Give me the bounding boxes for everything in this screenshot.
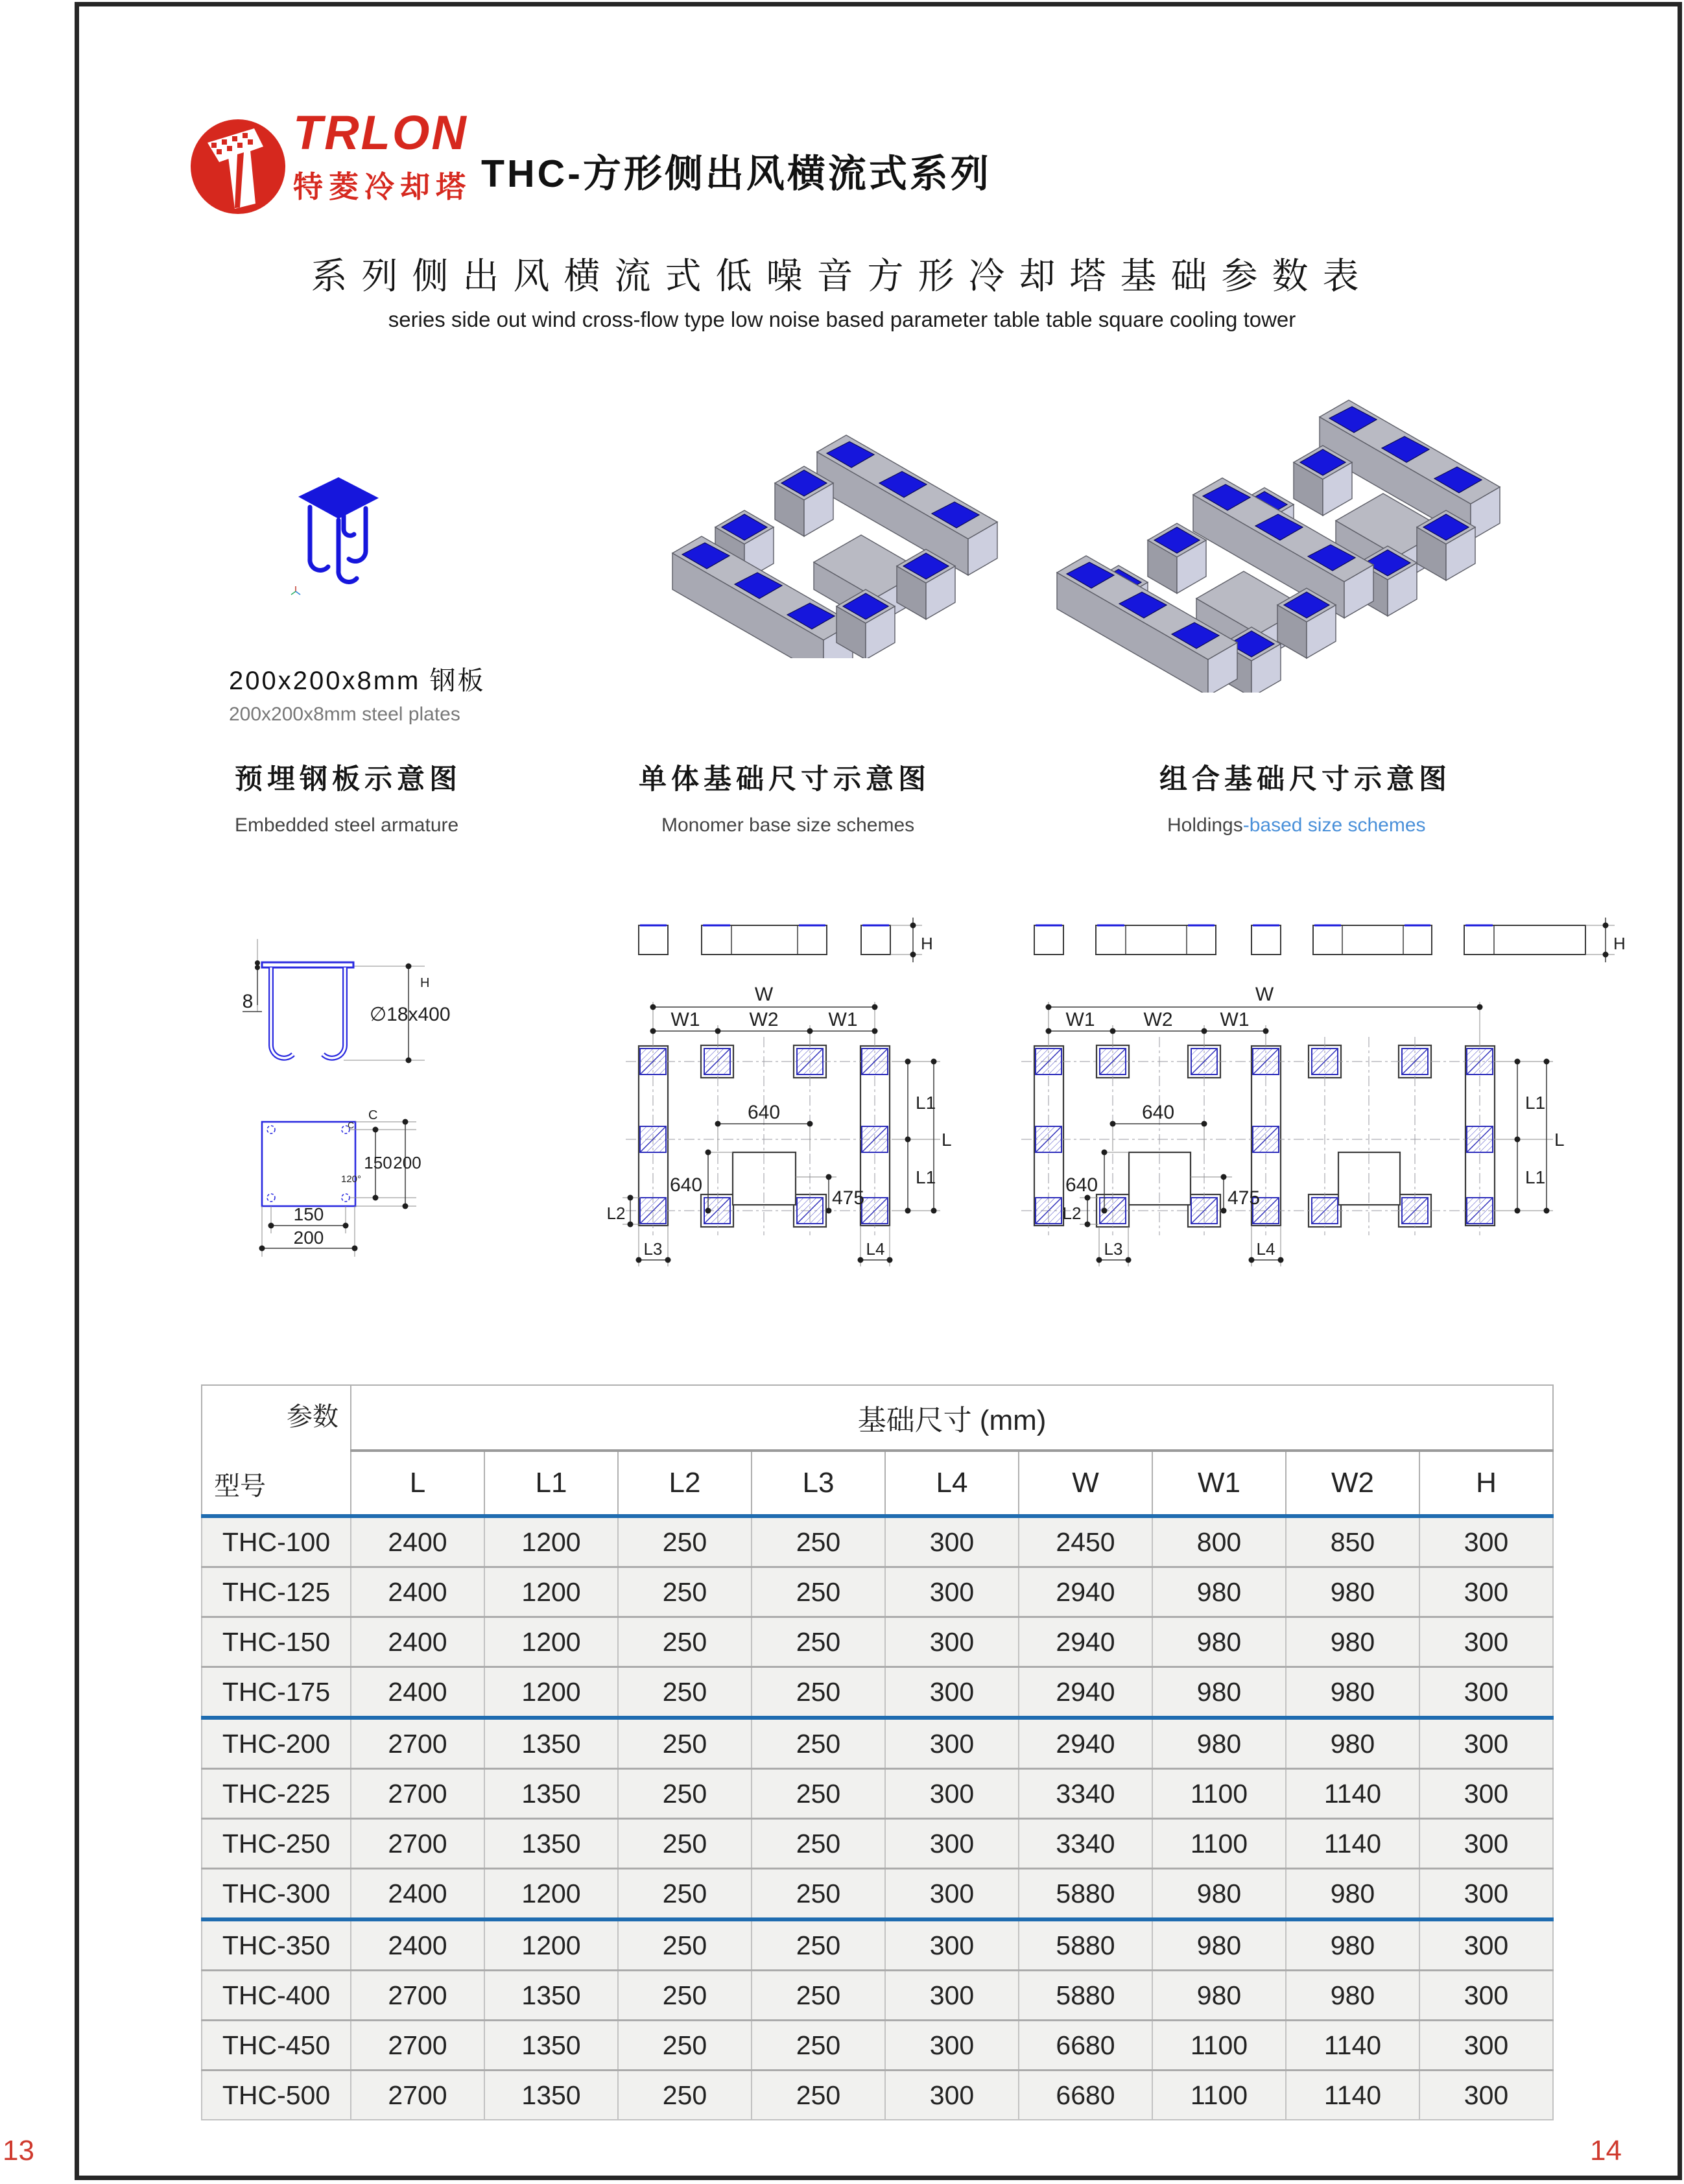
value-cell: 300 <box>1419 2021 1553 2071</box>
value-cell: 2400 <box>351 1617 484 1667</box>
value-cell: 1350 <box>484 1718 618 1769</box>
value-cell: 980 <box>1152 1971 1286 2021</box>
col-header-H: H <box>1419 1451 1553 1516</box>
value-cell: 800 <box>1152 1516 1286 1567</box>
value-cell: 980 <box>1286 1869 1419 1920</box>
value-cell: 250 <box>752 1869 885 1920</box>
dim-l2: L2 <box>606 1204 626 1223</box>
group-header-cell: 基础尺寸 (mm) <box>351 1385 1553 1451</box>
value-cell: 250 <box>618 1567 752 1617</box>
page-number-right: 14 <box>1590 2135 1622 2166</box>
value-cell: 2700 <box>351 1971 484 2021</box>
dim-475: 475 <box>831 1187 865 1209</box>
table-row <box>202 1769 1553 1819</box>
embedded-plate-drawing <box>214 921 486 1290</box>
value-cell: 1200 <box>484 1869 618 1920</box>
caption-embedded <box>235 757 462 837</box>
model-cell: THC-125 <box>202 1567 351 1617</box>
caption-combined-en <box>1167 814 1451 837</box>
combined-base-isometric <box>1008 355 1514 693</box>
value-cell: 300 <box>1419 1667 1553 1718</box>
dim-w2: W2 <box>749 1009 779 1030</box>
table-row <box>202 2071 1553 2120</box>
value-cell: 980 <box>1286 1718 1419 1769</box>
dim-l4: L4 <box>1256 1239 1275 1259</box>
value-cell: 1200 <box>484 1516 618 1567</box>
value-cell: 250 <box>752 1617 885 1667</box>
value-cell: 2940 <box>1019 1567 1152 1617</box>
caption-combined-cn: 组合基础尺寸示意图 <box>1159 764 1451 795</box>
value-cell: 850 <box>1286 1516 1419 1567</box>
dim-w: W <box>754 984 774 1005</box>
dim-l4: L4 <box>866 1239 885 1259</box>
value-cell: 2700 <box>351 1769 484 1819</box>
brand-block <box>293 106 471 206</box>
dim-w2: W2 <box>1143 1009 1173 1030</box>
value-cell: 5880 <box>1019 1919 1152 1971</box>
dim-w1a: W1 <box>1065 1009 1095 1030</box>
value-cell: 980 <box>1152 1617 1286 1667</box>
value-cell: 2400 <box>351 1667 484 1718</box>
dim-c-small: C <box>348 1120 355 1130</box>
value-cell: 2400 <box>351 1516 484 1567</box>
model-cell: THC-100 <box>202 1516 351 1567</box>
dim-l3: L3 <box>643 1239 663 1259</box>
dim-w1b: W1 <box>1220 1009 1250 1030</box>
value-cell: 1200 <box>484 1567 618 1617</box>
value-cell: 2940 <box>1019 1617 1152 1667</box>
dim-thickness: 8 <box>242 991 254 1012</box>
value-cell: 300 <box>885 1971 1019 2021</box>
value-cell: 250 <box>752 1819 885 1869</box>
column-header-row <box>202 1451 1553 1516</box>
value-cell: 300 <box>1419 1971 1553 2021</box>
value-cell: 980 <box>1152 1869 1286 1920</box>
combined-base-drawing <box>999 898 1634 1326</box>
value-cell: 250 <box>618 1819 752 1869</box>
brand-subtitle: 特菱冷却塔 <box>293 170 471 204</box>
value-cell: 980 <box>1152 1667 1286 1718</box>
value-cell: 250 <box>618 1869 752 1920</box>
value-cell: 250 <box>618 1617 752 1667</box>
value-cell: 250 <box>618 1919 752 1971</box>
dim-640a: 640 <box>1141 1102 1175 1123</box>
value-cell: 250 <box>618 1718 752 1769</box>
dim-640b: 640 <box>1065 1174 1098 1196</box>
col-header-L3: L3 <box>752 1451 885 1516</box>
group-header-row <box>202 1385 1553 1451</box>
value-cell: 250 <box>618 1516 752 1567</box>
subtitle-english: series side out wind cross-flow type low noise based parameter table table square cooling tower <box>388 307 1296 331</box>
value-cell: 980 <box>1286 1567 1419 1617</box>
value-cell: 300 <box>885 1567 1019 1617</box>
col-header-W1: W1 <box>1152 1451 1286 1516</box>
table-row <box>202 1667 1553 1718</box>
value-cell: 1100 <box>1152 2021 1286 2071</box>
value-cell: 980 <box>1152 1567 1286 1617</box>
base-size-table-wrapper <box>201 1384 1554 2120</box>
dim-l1b: L1 <box>1525 1167 1546 1187</box>
value-cell: 2700 <box>351 1819 484 1869</box>
value-cell: 250 <box>752 2071 885 2120</box>
value-cell: 980 <box>1286 1617 1419 1667</box>
table-row <box>202 1919 1553 1971</box>
model-cell: THC-150 <box>202 1617 351 1667</box>
dim-640b: 640 <box>669 1174 703 1196</box>
caption-embedded-cn: 预埋钢板示意图 <box>235 764 462 795</box>
dim-l1b: L1 <box>916 1167 936 1187</box>
value-cell: 300 <box>885 2071 1019 2120</box>
value-cell: 2700 <box>351 1718 484 1769</box>
value-cell: 3340 <box>1019 1819 1152 1869</box>
value-cell: 2400 <box>351 1919 484 1971</box>
model-cell: THC-200 <box>202 1718 351 1769</box>
dim-640a: 640 <box>747 1102 781 1123</box>
corner-model-label: 型号 <box>214 1472 266 1501</box>
dim-bottom-200: 200 <box>293 1228 324 1248</box>
col-header-W2: W2 <box>1286 1451 1419 1516</box>
value-cell: 250 <box>618 1971 752 2021</box>
value-cell: 1140 <box>1286 2071 1419 2120</box>
value-cell: 2940 <box>1019 1718 1152 1769</box>
value-cell: 6680 <box>1019 2021 1152 2071</box>
value-cell: 300 <box>1419 2071 1553 2120</box>
dim-l1a: L1 <box>1525 1093 1546 1113</box>
value-cell: 300 <box>885 1769 1019 1819</box>
model-cell: THC-400 <box>202 1971 351 2021</box>
caption-combined <box>1159 757 1451 837</box>
value-cell: 250 <box>752 1667 885 1718</box>
col-header-L: L <box>351 1451 484 1516</box>
dim-h: H <box>1613 934 1626 953</box>
dim-w1b: W1 <box>828 1009 858 1030</box>
value-cell: 2450 <box>1019 1516 1152 1567</box>
model-cell: THC-450 <box>202 2021 351 2071</box>
value-cell: 250 <box>618 2071 752 2120</box>
value-cell: 300 <box>1419 1567 1553 1617</box>
value-cell: 1100 <box>1152 2071 1286 2120</box>
value-cell: 1350 <box>484 2071 618 2120</box>
table-row <box>202 1718 1553 1769</box>
table-row <box>202 1567 1553 1617</box>
table-row <box>202 1516 1553 1567</box>
dim-l: L <box>942 1130 952 1150</box>
corner-param-label: 参数 <box>287 1403 338 1431</box>
table-row <box>202 1869 1553 1920</box>
value-cell: 5880 <box>1019 1869 1152 1920</box>
value-cell: 250 <box>752 2021 885 2071</box>
page-number-left: 13 <box>3 2135 34 2166</box>
caption-combined-en-prefix: Holdings <box>1167 814 1243 836</box>
value-cell: 980 <box>1152 1919 1286 1971</box>
col-header-L4: L4 <box>885 1451 1019 1516</box>
col-header-L1: L1 <box>484 1451 618 1516</box>
value-cell: 250 <box>618 1769 752 1819</box>
plate-note-en: 200x200x8mm steel plates <box>229 704 460 725</box>
subtitle-chinese: 系列侧出风横流式低噪音方形冷却塔基础参数表 <box>311 255 1373 296</box>
dim-c-large: C <box>368 1108 378 1122</box>
value-cell: 980 <box>1286 1919 1419 1971</box>
value-cell: 300 <box>885 1718 1019 1769</box>
monomer-base-isometric <box>619 379 1008 658</box>
brand-logo-icon <box>189 117 287 217</box>
value-cell: 300 <box>1419 1617 1553 1667</box>
value-cell: 1140 <box>1286 1819 1419 1869</box>
model-cell: THC-350 <box>202 1919 351 1971</box>
dim-l1a: L1 <box>916 1093 936 1113</box>
axis-triad-icon <box>291 586 300 595</box>
steel-plate-isometric-icon <box>285 468 396 601</box>
table-body <box>202 1516 1553 2120</box>
dim-475: 475 <box>1227 1187 1261 1209</box>
dim-anchor-label: ∅18x400 <box>370 1004 451 1025</box>
caption-combined-en-suffix: -based size schemes <box>1242 814 1426 836</box>
value-cell: 1350 <box>484 1971 618 2021</box>
value-cell: 1140 <box>1286 1769 1419 1819</box>
value-cell: 3340 <box>1019 1769 1152 1819</box>
value-cell: 1200 <box>484 1919 618 1971</box>
caption-monomer-en: Monomer base size schemes <box>661 814 915 836</box>
dim-w1a: W1 <box>670 1009 700 1030</box>
dim-l3: L3 <box>1104 1239 1123 1259</box>
value-cell: 300 <box>885 1919 1019 1971</box>
value-cell: 5880 <box>1019 1971 1152 2021</box>
value-cell: 1100 <box>1152 1769 1286 1819</box>
value-cell: 300 <box>1419 1718 1553 1769</box>
dim-side-200: 200 <box>393 1153 421 1172</box>
value-cell: 2940 <box>1019 1667 1152 1718</box>
col-header-W: W <box>1019 1451 1152 1516</box>
model-cell: THC-175 <box>202 1667 351 1718</box>
value-cell: 980 <box>1286 1667 1419 1718</box>
value-cell: 300 <box>1419 1869 1553 1920</box>
value-cell: 1100 <box>1152 1819 1286 1869</box>
table-row <box>202 2021 1553 2071</box>
dim-h: H <box>921 934 933 953</box>
dim-angle: 120° <box>341 1174 362 1185</box>
brand-name: TRLON <box>293 106 468 160</box>
caption-monomer-cn: 单体基础尺寸示意图 <box>639 764 931 795</box>
value-cell: 1350 <box>484 1769 618 1819</box>
value-cell: 250 <box>618 1667 752 1718</box>
plate-note <box>229 660 485 726</box>
table-row <box>202 1971 1553 2021</box>
dim-l: L <box>1554 1130 1565 1150</box>
page-title: THC-方形侧出风横流式系列 <box>481 152 991 195</box>
value-cell: 250 <box>752 1718 885 1769</box>
value-cell: 250 <box>618 2021 752 2071</box>
value-cell: 300 <box>885 1819 1019 1869</box>
value-cell: 300 <box>1419 1919 1553 1971</box>
model-cell: THC-250 <box>202 1819 351 1869</box>
value-cell: 300 <box>885 1617 1019 1667</box>
value-cell: 250 <box>752 1919 885 1971</box>
value-cell: 300 <box>1419 1819 1553 1869</box>
dim-height-label: H <box>420 976 430 990</box>
model-cell: THC-300 <box>202 1869 351 1920</box>
value-cell: 980 <box>1152 1718 1286 1769</box>
value-cell: 300 <box>1419 1516 1553 1567</box>
value-cell: 300 <box>885 1869 1019 1920</box>
value-cell: 2700 <box>351 2021 484 2071</box>
value-cell: 980 <box>1286 1971 1419 2021</box>
value-cell: 300 <box>885 1667 1019 1718</box>
model-cell: THC-225 <box>202 1769 351 1819</box>
value-cell: 1200 <box>484 1667 618 1718</box>
dim-side-150: 150 <box>364 1153 392 1172</box>
value-cell: 250 <box>752 1971 885 2021</box>
base-size-table <box>201 1384 1554 2120</box>
value-cell: 2700 <box>351 2071 484 2120</box>
value-cell: 250 <box>752 1769 885 1819</box>
table-row <box>202 1819 1553 1869</box>
value-cell: 1350 <box>484 1819 618 1869</box>
model-cell: THC-500 <box>202 2071 351 2120</box>
caption-monomer <box>639 757 931 837</box>
value-cell: 300 <box>1419 1769 1553 1819</box>
col-header-L2: L2 <box>618 1451 752 1516</box>
value-cell: 1350 <box>484 2021 618 2071</box>
corner-cell <box>202 1385 351 1516</box>
value-cell: 6680 <box>1019 2071 1152 2120</box>
value-cell: 250 <box>752 1516 885 1567</box>
dim-w: W <box>1255 984 1274 1005</box>
monomer-base-drawing <box>603 898 966 1313</box>
value-cell: 2400 <box>351 1567 484 1617</box>
value-cell: 1200 <box>484 1617 618 1667</box>
table-row <box>202 1617 1553 1667</box>
caption-embedded-en: Embedded steel armature <box>235 814 459 836</box>
dim-l2: L2 <box>1062 1204 1082 1223</box>
plate-note-cn: 200x200x8mm 钢板 <box>229 667 486 695</box>
dim-bottom-150: 150 <box>293 1204 324 1224</box>
value-cell: 2400 <box>351 1869 484 1920</box>
value-cell: 300 <box>885 2021 1019 2071</box>
value-cell: 250 <box>752 1567 885 1617</box>
value-cell: 300 <box>885 1516 1019 1567</box>
value-cell: 1140 <box>1286 2021 1419 2071</box>
